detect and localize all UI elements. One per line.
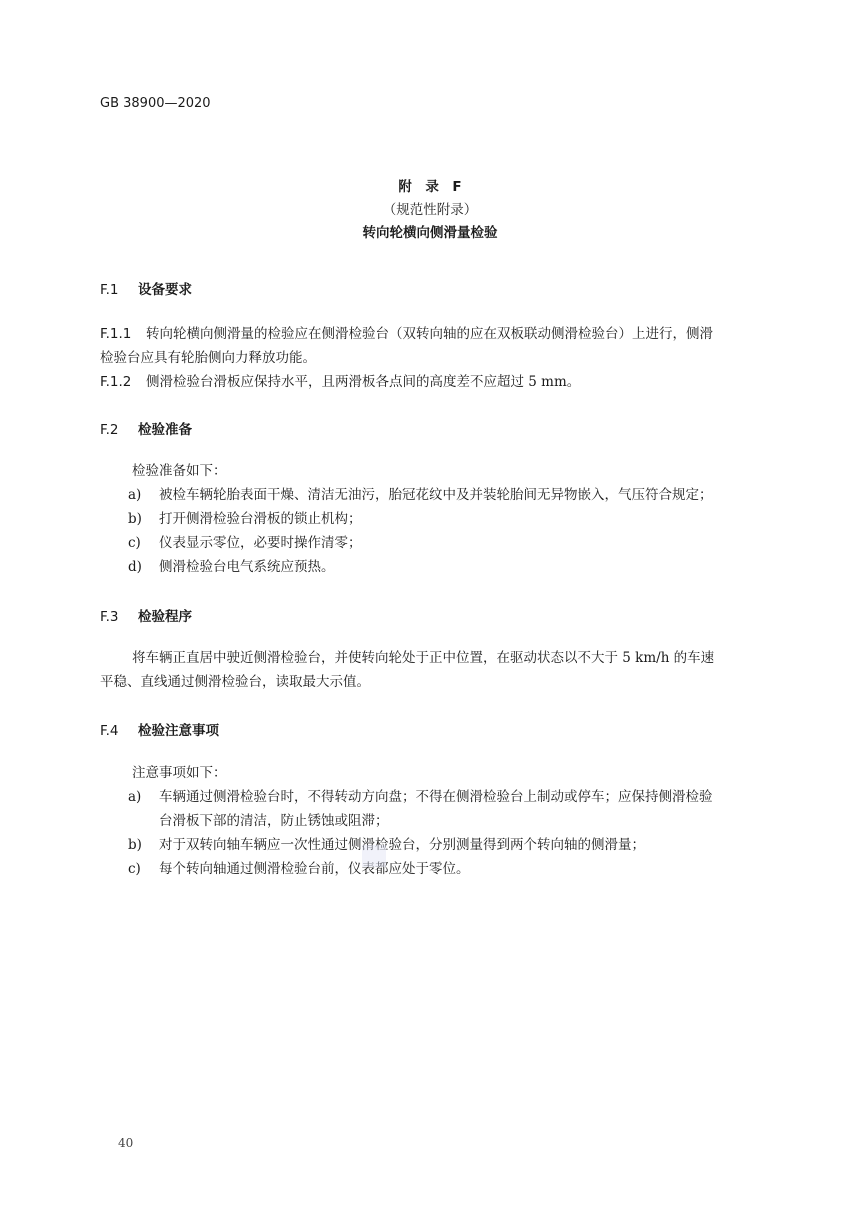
- clause-number: F.1.2: [100, 374, 132, 390]
- page-number: 40: [118, 1136, 134, 1150]
- item-text: 对于双转向轴车辆应一次性通过侧滑检验台，分别测量得到两个转向轴的侧滑量；: [159, 837, 645, 853]
- standard-code: GB 38900—2020: [100, 96, 211, 111]
- faint-watermark-mark: [362, 845, 386, 867]
- item-text: 侧滑检验台电气系统应预热。: [159, 559, 335, 575]
- list-f4: [128, 761, 808, 881]
- item-label: c): [128, 861, 141, 877]
- section-title: 设备要求: [138, 282, 192, 298]
- section-heading-f3: [100, 605, 192, 625]
- section-title: 检验注意事项: [138, 723, 219, 739]
- item-text: 打开侧滑检验台滑板的锁止机构；: [159, 511, 362, 527]
- annex-type: （规范性附录）: [382, 202, 478, 218]
- item-text: 每个转向轴通过侧滑检验台前，仪表都应处于零位。: [159, 861, 470, 877]
- section-number: F.4: [100, 723, 119, 739]
- item-label: c): [128, 535, 141, 551]
- section-heading-f4: [100, 719, 219, 739]
- clause-text-line: 侧滑检验台滑板应保持水平，且两滑板各点间的高度差不应超过 5 mm。: [146, 374, 581, 390]
- list-item: [128, 483, 808, 507]
- item-label: b): [128, 837, 142, 853]
- clause-text-line: 检验台应具有轮胎侧向力释放功能。: [100, 350, 316, 366]
- list-item: [128, 857, 808, 881]
- clause-f-1-1: [100, 322, 780, 394]
- section-number: F.2: [100, 422, 119, 438]
- item-label: d): [128, 559, 142, 575]
- item-text-continued: 台滑板下部的清洁，防止锈蚀或阻滞；: [159, 813, 389, 829]
- section-number: F.1: [100, 282, 119, 298]
- item-label: a): [128, 487, 142, 503]
- annex-title: 附 录 F: [398, 179, 462, 195]
- list-item: [128, 833, 808, 857]
- item-text: 仪表显示零位，必要时操作清零；: [159, 535, 362, 551]
- paragraph-line: 将车辆正直居中驶近侧滑检验台，并使转向轮处于正中位置，在驱动状态以不大于 5 km/h 的车速: [132, 650, 715, 666]
- list-f2: [128, 459, 808, 579]
- section-number: F.3: [100, 609, 119, 625]
- item-label: b): [128, 511, 142, 527]
- list-intro: 注意事项如下：: [132, 765, 227, 781]
- annex-name: 转向轮横向侧滑量检验: [362, 225, 498, 241]
- clause-number: F.1.1: [100, 326, 132, 342]
- clause-text-line: 转向轮横向侧滑量的检验应在侧滑检验台（双转向轴的应在双板联动侧滑检验台）上进行，侧滑: [146, 326, 713, 342]
- item-text: 车辆通过侧滑检验台时，不得转动方向盘；不得在侧滑检验台上制动或停车；应保持侧滑检验: [159, 789, 713, 805]
- section-title: 检验准备: [138, 422, 192, 438]
- list-item: [128, 507, 808, 531]
- list-item: [128, 555, 808, 579]
- procedure-paragraph: [100, 646, 780, 694]
- list-intro: 检验准备如下：: [132, 463, 227, 479]
- list-item: [128, 785, 808, 809]
- item-text: 被检车辆轮胎表面干燥、清洁无油污，胎冠花纹中及并装轮胎间无异物嵌入，气压符合规定；: [159, 487, 713, 503]
- section-heading-f1: [100, 278, 192, 298]
- section-title: 检验程序: [138, 609, 192, 625]
- paragraph-line: 平稳、直线通过侧滑检验台，读取最大示值。: [100, 674, 370, 690]
- list-item: [128, 531, 808, 555]
- item-label: a): [128, 789, 142, 805]
- section-heading-f2: [100, 418, 192, 438]
